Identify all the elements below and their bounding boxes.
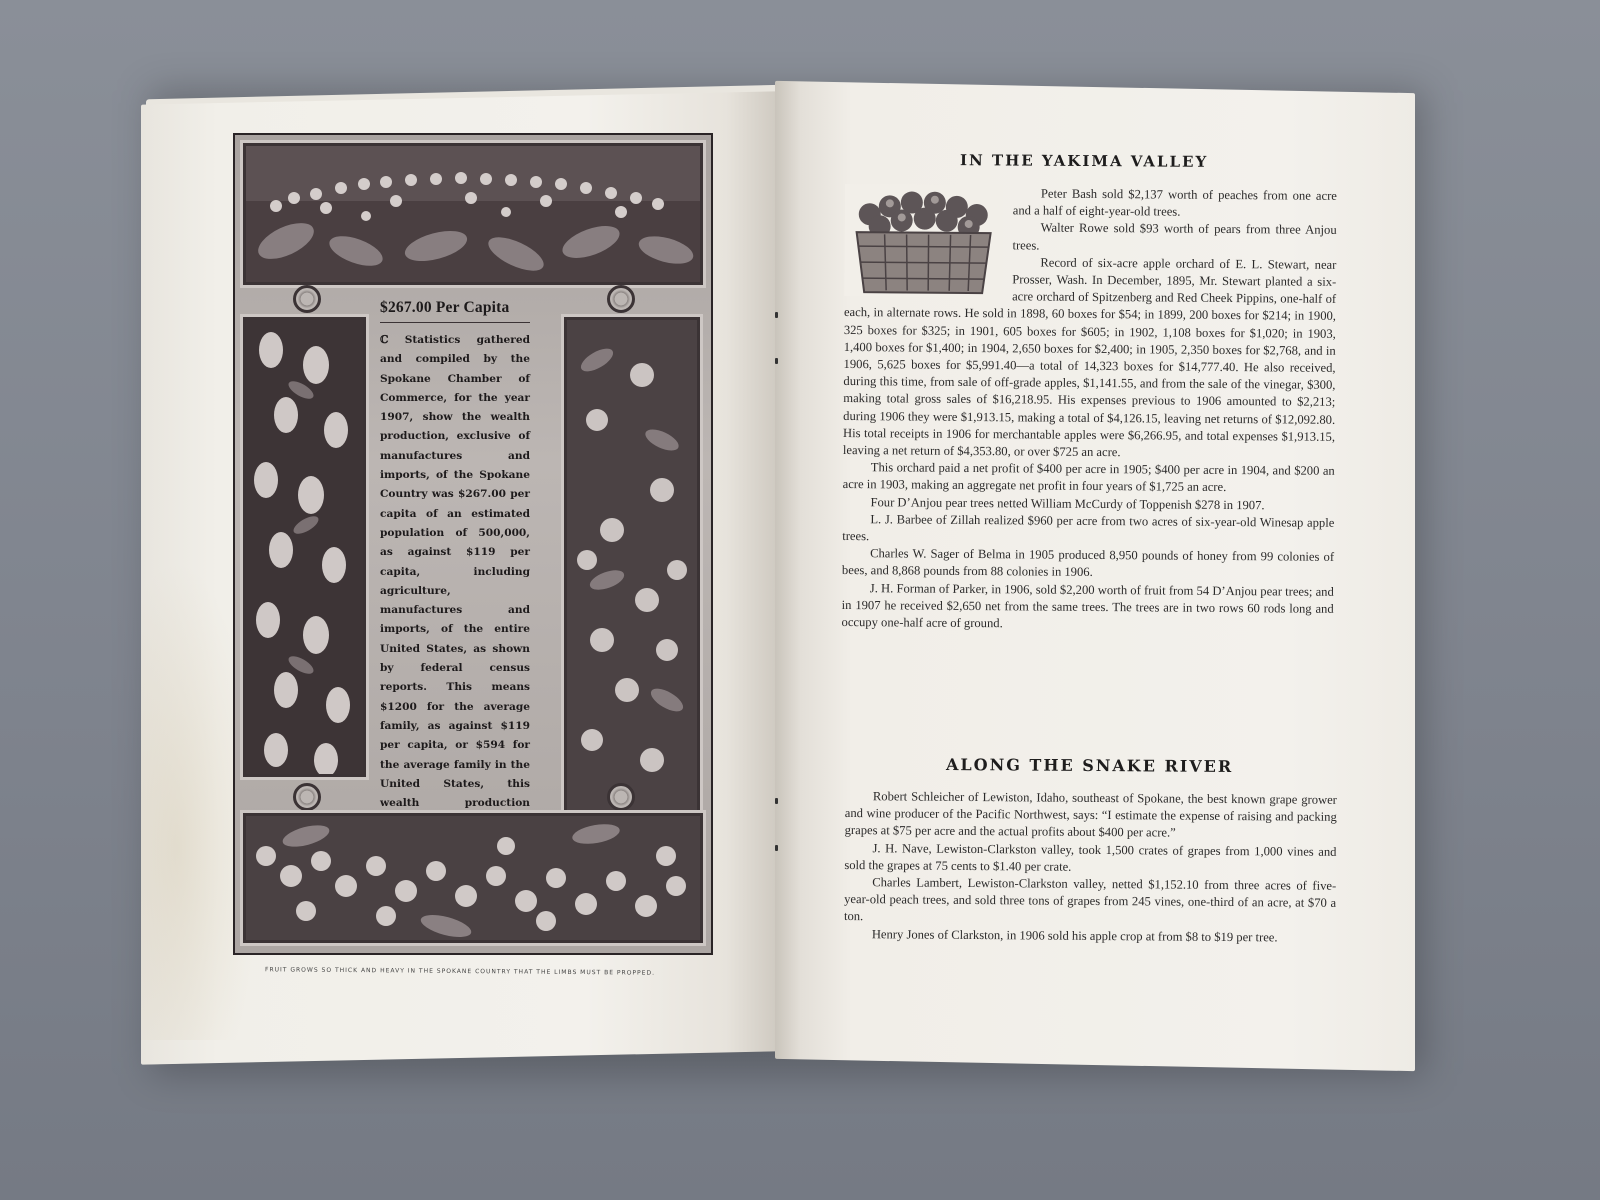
binding-stitch <box>775 358 778 364</box>
scroll-ornament <box>293 285 321 313</box>
paragraph: Record of six-acre apple orchard of E. L. Stewart, near Prosser, Wash. In December, 1895, Mr. Stewart planted a six-acre orchard of Spitzenberg and Red Cheek Pippins, one-half of each, in alternate rows. He sold in 1898, 60 boxes for $54; in 1899, 200 boxes for $214; in 1900, 325 boxes for $325; in 1901, 605 boxes for $605; in 1902, 1,108 boxes for $1,020; in 1903, 1,400 boxes for $1,400; in 1904, 2,650 boxes for $2,400; in 1905, 2,350 boxes for $2,768, and in 1906, 5,625 boxes for $5,991.40—a total of 14,323 boxes for $14,777.40. He also received, during this time, from sale of off-grade apples, $1,141.55, and from the sale of the vinegar, $300, making total gross sales of $16,218.95. His expenses previous to 1906 amounted to $2,213; during 1906 they were $1,913.15, making a total of $4,126.15, leaving net returns of $12,092.80. His total receipts in 1906 for merchantable apples were $6,266.95, and total expenses $1,913.15, leaving a net return of $4,353.80, or over $725 an acre. <box>842 255 1337 460</box>
scroll-ornament <box>293 783 321 811</box>
paragraph: Charles Lambert, Lewiston-Clarkston valley, netted $1,152.10 from three acres of five-year-old peach trees, and sold three tons of grapes from 245 vines, one-third of an acre, at $70 a ton. <box>843 875 1337 924</box>
fruit-photo-plate <box>233 133 713 955</box>
paragraph: J. H. Forman of Parker, in 1906, sold $2,200 worth of fruit from 54 D’Anjou pear trees; and in 1907 he received $2,650 net from the same trees. The trees are in two rows 60 rods long and occupy one-half acre of ground. <box>841 580 1334 631</box>
paragraph: Charles W. Sager of Belma in 1905 produced 8,950 pounds of honey from 99 colonies of bees, and 8,868 pounds from 88 colonies in 1906. <box>841 546 1335 580</box>
paragraph: J. H. Nave, Lewiston-Clarkston valley, took 1,500 crates of grapes from 1,000 vines and sold the grapes at 75 cents to $1.40 per crate. <box>844 840 1337 874</box>
paragraph: Four D’Anjou pear trees netted William McCurdy of Toppenish $278 in 1907. <box>870 494 1265 512</box>
paragraph: Robert Schleicher of Lewiston, Idaho, southeast of Spokane, the best known grape grower and wine producer of the Pacific Northwest, says: “I estimate the expense of raising and packing grapes at $75 per acre and the actual profits about $400 per acre.” <box>844 789 1337 841</box>
yakima-heading: IN THE YAKIMA VALLEY <box>959 151 1209 171</box>
sidebar-text: ℂ Statistics gathered and compiled by the Spokane Chamber of Commerce, for the year 1907, show the wealth production, exclusive of manufactures and imports, of the Spokane Country was $267.00 per capita of an estimated population of 500,000, as against $119 per capita, including agriculture, manufactures and imports, of the entire United States, as shown by federal census reports. This means $1200 for the average family, as against $119 per capita, or $594 for the average family in the United States, this wealth production <box>380 334 530 810</box>
sidebar-title: $267.00 Per Capita <box>380 299 530 323</box>
paragraph: Peter Bash sold $2,137 worth of peaches from one acre and a half of eight-year-old trees. <box>1012 186 1337 219</box>
apple-basket-illustration <box>844 184 1003 297</box>
peach-tree-photo <box>564 317 700 813</box>
binding-stitch <box>775 798 778 804</box>
paragraph: Walter Rowe sold $93 worth of pears from three Anjou trees. <box>1012 220 1337 253</box>
scroll-ornament <box>607 285 635 313</box>
snake-river-section <box>844 788 1337 947</box>
scroll-ornament <box>607 783 635 811</box>
plate-caption: FRUIT GROWS SO THICK AND HEAVY IN THE SPOKANE COUNTRY THAT THE LIMBS MUST BE PROPPED. <box>264 966 656 977</box>
binding-stitch <box>775 845 778 851</box>
snake-river-heading: ALONG THE SNAKE RIVER <box>945 754 1234 777</box>
apple-branch-photo <box>243 813 703 943</box>
paragraph: Henry Jones of Clarkston, in 1906 sold his apple crop at from $8 to $19 per tree. <box>871 926 1278 945</box>
paragraph: L. J. Barbee of Zillah realized $960 per acre from two acres of six-year-old Winesap apple trees. <box>842 512 1335 544</box>
binding-stitch <box>775 312 778 318</box>
yakima-section <box>841 184 1336 635</box>
paragraph: This orchard paid a net profit of $400 per acre in 1905; $400 per acre in 1904, and $200 an acre in 1903, making an aggregate net profit in four years of $1,725 an acre. <box>842 460 1335 495</box>
cherry-garland-photo <box>243 143 703 285</box>
pear-branch-photo <box>243 317 366 777</box>
per-capita-sidebar <box>380 299 530 852</box>
